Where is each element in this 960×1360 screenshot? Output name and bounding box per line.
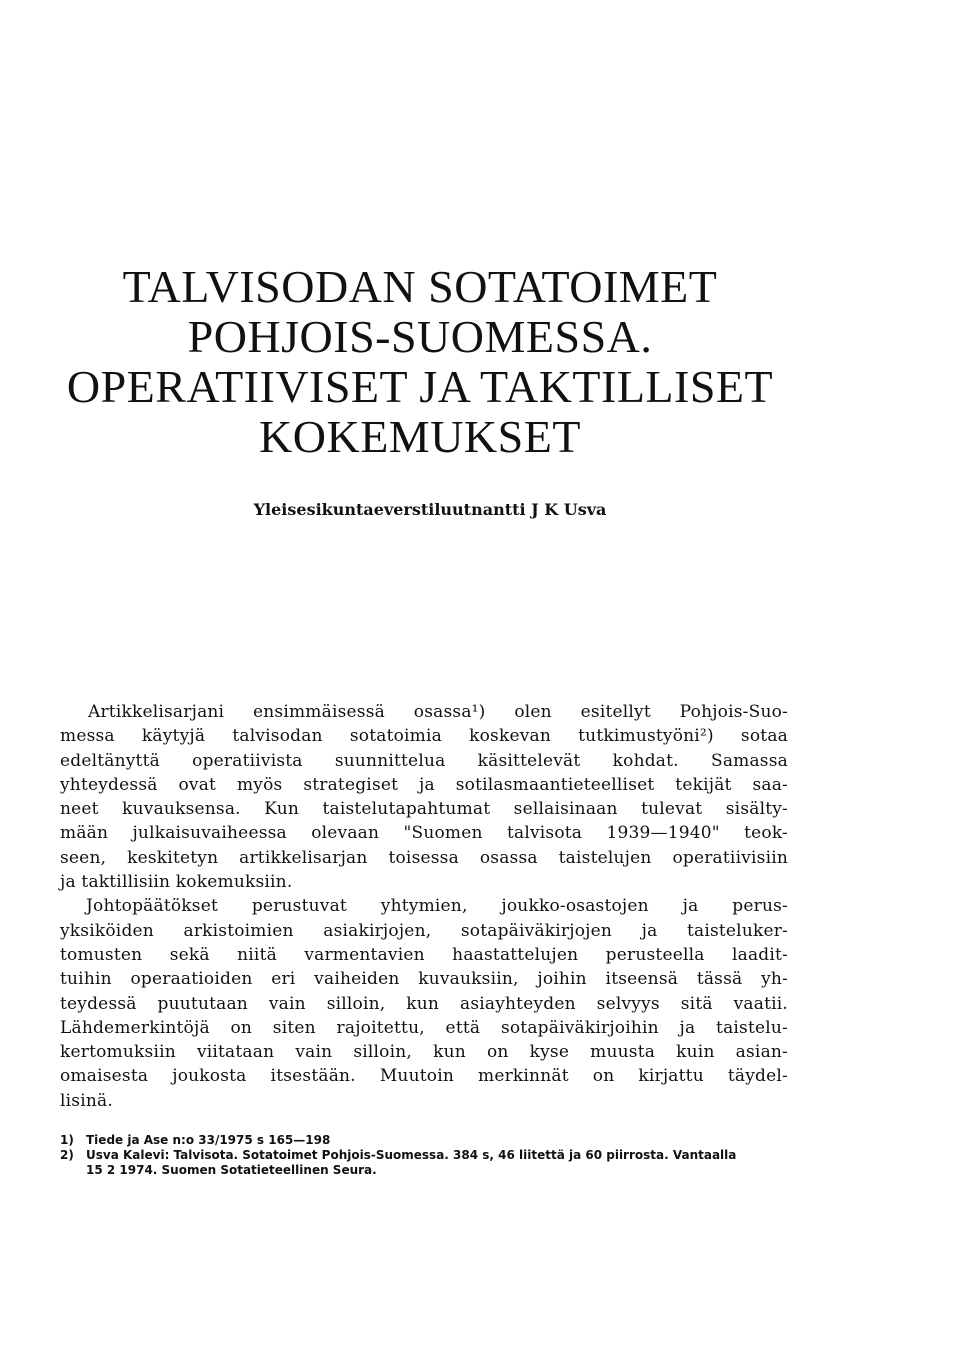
footnote-text: Usva Kalevi: Talvisota. Sotatoimet Pohjois-Suomessa. 384 s, 46 liitettä ja 60 piirrosta. Vantaalla — [86, 1148, 737, 1162]
body-line: yksiköiden arkistoimien asiakirjojen, sotapäiväkirjojen ja taisteluker- — [60, 920, 788, 941]
body-line: lisinä. — [60, 1090, 113, 1111]
body-line: Lähdemerkintöjä on siten rajoitettu, että sotapäiväkirjoihin ja taistelu- — [60, 1017, 788, 1038]
body-line: mään julkaisuvaiheessa olevaan "Suomen talvisota 1939—1940" teok- — [60, 823, 788, 844]
title-line: OPERATIIVISET JA TAKTILLISET — [66, 361, 774, 412]
footnote-text: Tiede ja Ase n:o 33/1975 s 165—198 — [86, 1133, 331, 1147]
footnote-mark: 1) — [60, 1133, 74, 1147]
title-line: KOKEMUKSET — [259, 411, 581, 462]
body-line: omaisesta joukosta itsestään. Muutoin merkinnät on kirjattu täydel- — [60, 1066, 788, 1087]
body-line: neet kuvauksensa. Kun taistelutapahtumat sellaisinaan tulevat sisälty- — [60, 799, 788, 820]
title-line: POHJOIS-SUOMESSA. — [187, 311, 653, 362]
body-line: kertomuksiin viitataan vain silloin, kun on kyse muusta kuin asian- — [60, 1042, 788, 1063]
body-line: Artikkelisarjani ensimmäisessä osassa¹) olen esitellyt Pohjois-Suo- — [88, 702, 788, 722]
title-line: TALVISODAN SOTATOIMET — [122, 261, 718, 312]
footnote — [60, 1133, 780, 1148]
footnote-continuation: 15 2 1974. Suomen Sotatieteellinen Seura. — [86, 1163, 377, 1177]
footnote — [60, 1148, 780, 1163]
author-byline: Yleisesikuntaeverstiluutnantti J K Usva — [253, 500, 607, 519]
body-line: seen, keskitetyn artikkelisarjan toisessa osassa taistelujen operatiivisiin — [60, 847, 788, 868]
body-line: Johtopäätökset perustuvat yhtymien, joukko-osastojen ja perus- — [86, 896, 788, 917]
article-title — [60, 262, 780, 462]
body-line: yhteydessä ovat myös strategiset ja sotilasmaantieteelliset tekijät saa- — [60, 774, 788, 795]
footnotes — [60, 1133, 780, 1178]
article-body — [60, 700, 788, 1113]
body-line: messa käytyjä talvisodan sotatoimia koskevan tutkimustyöni²) sotaa — [60, 726, 788, 747]
body-line: edeltänyttä operatiivista suunnittelua käsittelevät kohdat. Samassa — [60, 750, 788, 771]
footnote-mark: 2) — [60, 1148, 74, 1162]
body-line: tomusten sekä niitä varmentavien haastattelujen perusteella laadit- — [60, 944, 788, 965]
body-line: teydessä puututaan vain silloin, kun asiayhteyden selvyys sitä vaatii. — [60, 993, 788, 1014]
body-line: ja taktillisiin kokemuksiin. — [60, 872, 293, 893]
body-line: tuihin operaatioiden eri vaiheiden kuvauksiin, joihin itseensä tässä yh- — [60, 969, 788, 990]
